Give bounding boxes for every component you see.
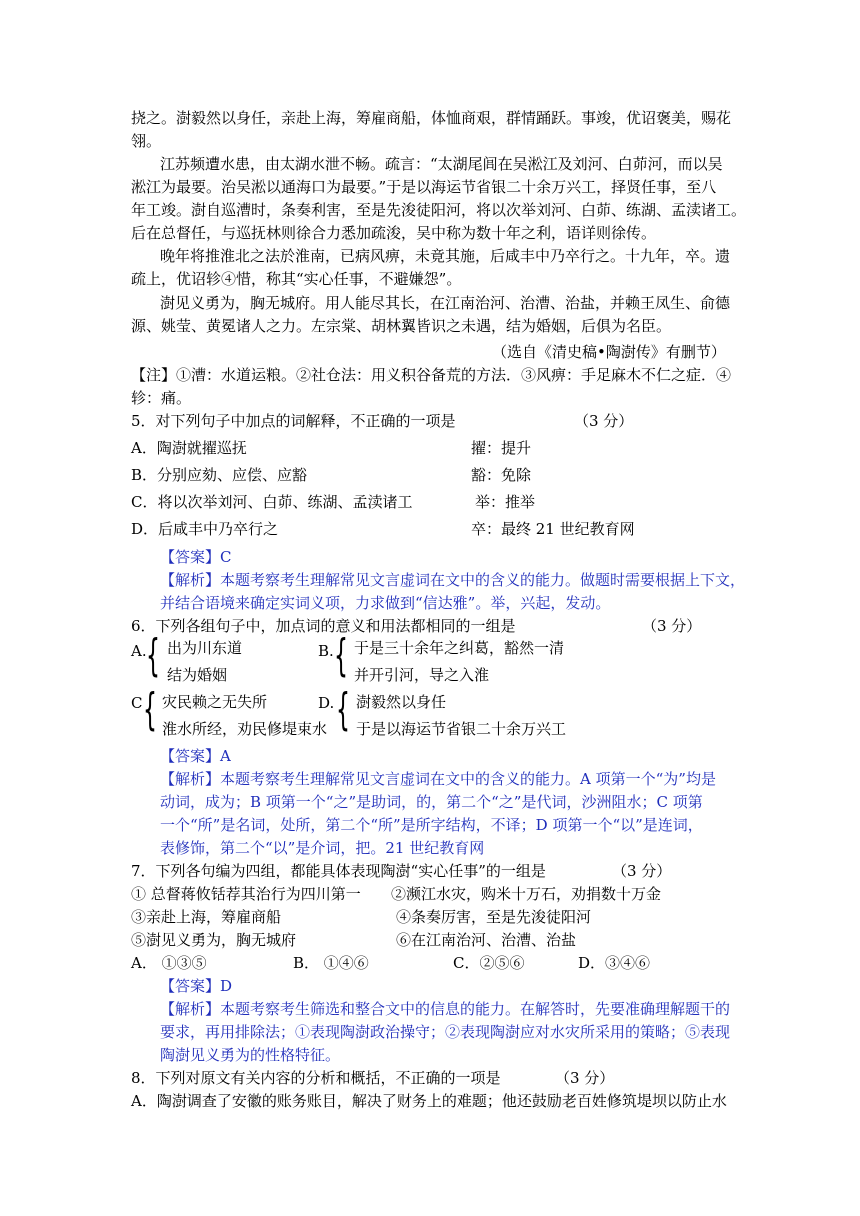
group-label: A. <box>131 642 147 660</box>
item-text: ④条奏厉害，至是先浚徒阳河 <box>396 908 592 926</box>
passage-line: 翎。 <box>131 132 162 150</box>
item-text: ②濒江水灾，购米十万石，劝捐数十万金 <box>391 885 662 903</box>
group-sentence: 淮水所经，劝民修堤束水 <box>162 720 328 738</box>
group-label: D. <box>318 694 335 712</box>
option-text: B． ①④⑥ <box>293 954 369 972</box>
passage-line: 澍见义勇为，胸无城府。用人能尽其长，在江南治河、治漕、治盐，并赖王凤生、俞德 <box>160 294 731 312</box>
brace-icon: { <box>146 630 160 681</box>
passage-line: 淞江为最要。治吴淞以通海口为最要。”于是以海运节省银二十余万兴工，择贤任事，至八 <box>131 178 717 196</box>
option-gloss: 擢：提升 <box>471 439 532 457</box>
passage-line: 后在总督任，与巡抚林则徐合力悉加疏浚，吴中称为数十年之利，语详则徐传。 <box>131 224 657 242</box>
analysis-line: 表修饰，第二个“以”是介词，把。21 世纪教育网 <box>160 839 485 857</box>
analysis-line: 要求，再用排除法；①表现陶澍政治操守；②表现陶澍应对水灾所采用的策略；⑤表现 <box>160 1023 731 1041</box>
group-sentence: 于是三十余年之纠葛，豁然一清 <box>354 639 565 657</box>
note-line: 轸：痛。 <box>131 389 192 407</box>
option-gloss: 卒：最终 21 世纪教育网 <box>471 520 635 538</box>
item-text: ⑥在江南治河、治漕、治盐 <box>396 931 577 949</box>
item-text: ⑤澍见义勇为，胸无城府 <box>131 931 297 949</box>
question-score: （3 分） <box>555 1069 615 1087</box>
passage-line: 源、姚莹、黄冕诸人之力。左宗棠、胡林翼皆识之未遇，结为婚姻，后俱为名臣。 <box>131 317 672 335</box>
option-text: C．②⑤⑥ <box>453 954 525 972</box>
analysis-line: 并结合语境来确定实词义项，力求做到“信达雅”。举，兴起，发动。 <box>160 594 611 612</box>
question-stem: 7．下列各句编为四组，都能具体表现陶澍“实心任事”的一组是 <box>131 862 546 880</box>
question-stem: 6．下列各组句子中，加点词的意义和用法都相同的一组是 <box>131 617 516 635</box>
question-score: （3 分） <box>612 862 672 880</box>
brace-icon: { <box>334 630 348 681</box>
option-text: D．③④⑥ <box>578 954 651 972</box>
analysis-line: 【解析】本题考察考生理解常见文言虚词在文中的含义的能力。A 项第一个“为”均是 <box>160 770 716 788</box>
passage-source: （选自《清史稿•陶澍传》有删节） <box>492 343 726 361</box>
answer-label: 【答案】A <box>160 747 231 765</box>
option-text: A．陶澍就擢巡抚 <box>131 439 247 457</box>
analysis-line: 动词，成为；B 项第一个“之”是助词，的，第二个“之”是代词，沙洲阻水；C 项第 <box>160 793 703 811</box>
analysis-line: 一个“所”是名词，处所，第二个“所”是所字结构，不译；D 项第一个“以”是连词， <box>160 816 703 834</box>
group-sentence: 结为婚姻 <box>167 666 228 684</box>
option-text: A． ①③⑤ <box>131 954 207 972</box>
option-text: A．陶澍调查了安徽的账务账目，解决了财务上的难题；他还鼓励老百姓修筑堤坝以防止水 <box>131 1092 727 1110</box>
question-score: （3 分） <box>574 412 634 430</box>
item-text: ① 总督蒋攸铦荐其治行为四川第一 <box>131 885 361 903</box>
answer-label: 【答案】C <box>160 548 232 566</box>
option-gloss: 豁：免除 <box>471 466 532 484</box>
passage-line: 晚年将推淮北之法於淮南，已病风痹，未竟其施，后咸丰中乃卒行之。十九年，卒。遗 <box>160 247 731 265</box>
group-sentence: 灾民赖之无失所 <box>162 693 268 711</box>
item-text: ③亲赴上海，筹雇商船 <box>131 908 282 926</box>
question-score: （3 分） <box>642 617 702 635</box>
option-text: B．分别应劾、应偿、应豁 <box>131 466 308 484</box>
passage-line: 年工竣。澍自巡漕时，条奏利害，至是先浚徒阳河，将以次举刘河、白茆、练湖、孟渎诸工。 <box>131 201 747 219</box>
question-stem: 8．下列对原文有关内容的分析和概括，不正确的一项是 <box>131 1069 501 1087</box>
answer-label: 【答案】D <box>160 977 233 995</box>
brace-icon: { <box>143 684 157 735</box>
group-sentence: 并开引河，导之入淮 <box>354 666 490 684</box>
option-text: D．后咸丰中乃卒行之 <box>131 520 279 538</box>
note-line: 【注】①漕：水道运粮。②社仓法：用义积谷备荒的方法．③风痹：手足麻木不仁之症．④ <box>131 366 732 384</box>
analysis-line: 【解析】本题考察考生理解常见文言虚词在文中的含义的能力。做题时需要根据上下文， <box>160 571 746 589</box>
question-stem: 5．对下列句子中加点的词解释，不正确的一项是 <box>131 412 456 430</box>
group-sentence: 出为川东道 <box>167 639 243 657</box>
group-sentence: 澍毅然以身任 <box>356 693 447 711</box>
passage-line: 江苏频遭水患，由太湖水泄不畅。疏言：“太湖尾闾在吴淞江及刘河、白茆河，而以吴 <box>160 155 723 173</box>
option-text: C．将以次举刘河、白茆、练湖、孟渎诸工 <box>131 493 413 511</box>
option-gloss: 举：推举 <box>475 493 536 511</box>
analysis-line: 【解析】本题考察考生筛选和整合文中的信息的能力。在解答时，先要准确理解题干的 <box>160 1000 731 1018</box>
passage-line: 挠之。澍毅然以身任，亲赴上海，筹雇商船，体恤商艰，群情踊跃。事竣，优诏褒美，赐花 <box>131 109 732 127</box>
brace-icon: { <box>336 684 350 735</box>
analysis-line: 陶澍见义勇为的性格特征。 <box>160 1046 341 1064</box>
group-label: B. <box>318 642 334 660</box>
group-sentence: 于是以海运节省银二十余万兴工 <box>356 720 567 738</box>
passage-line: 疏上，优诏轸④惜，称其“实心任事，不避嫌怨”。 <box>131 270 462 288</box>
group-label: C <box>131 694 143 712</box>
